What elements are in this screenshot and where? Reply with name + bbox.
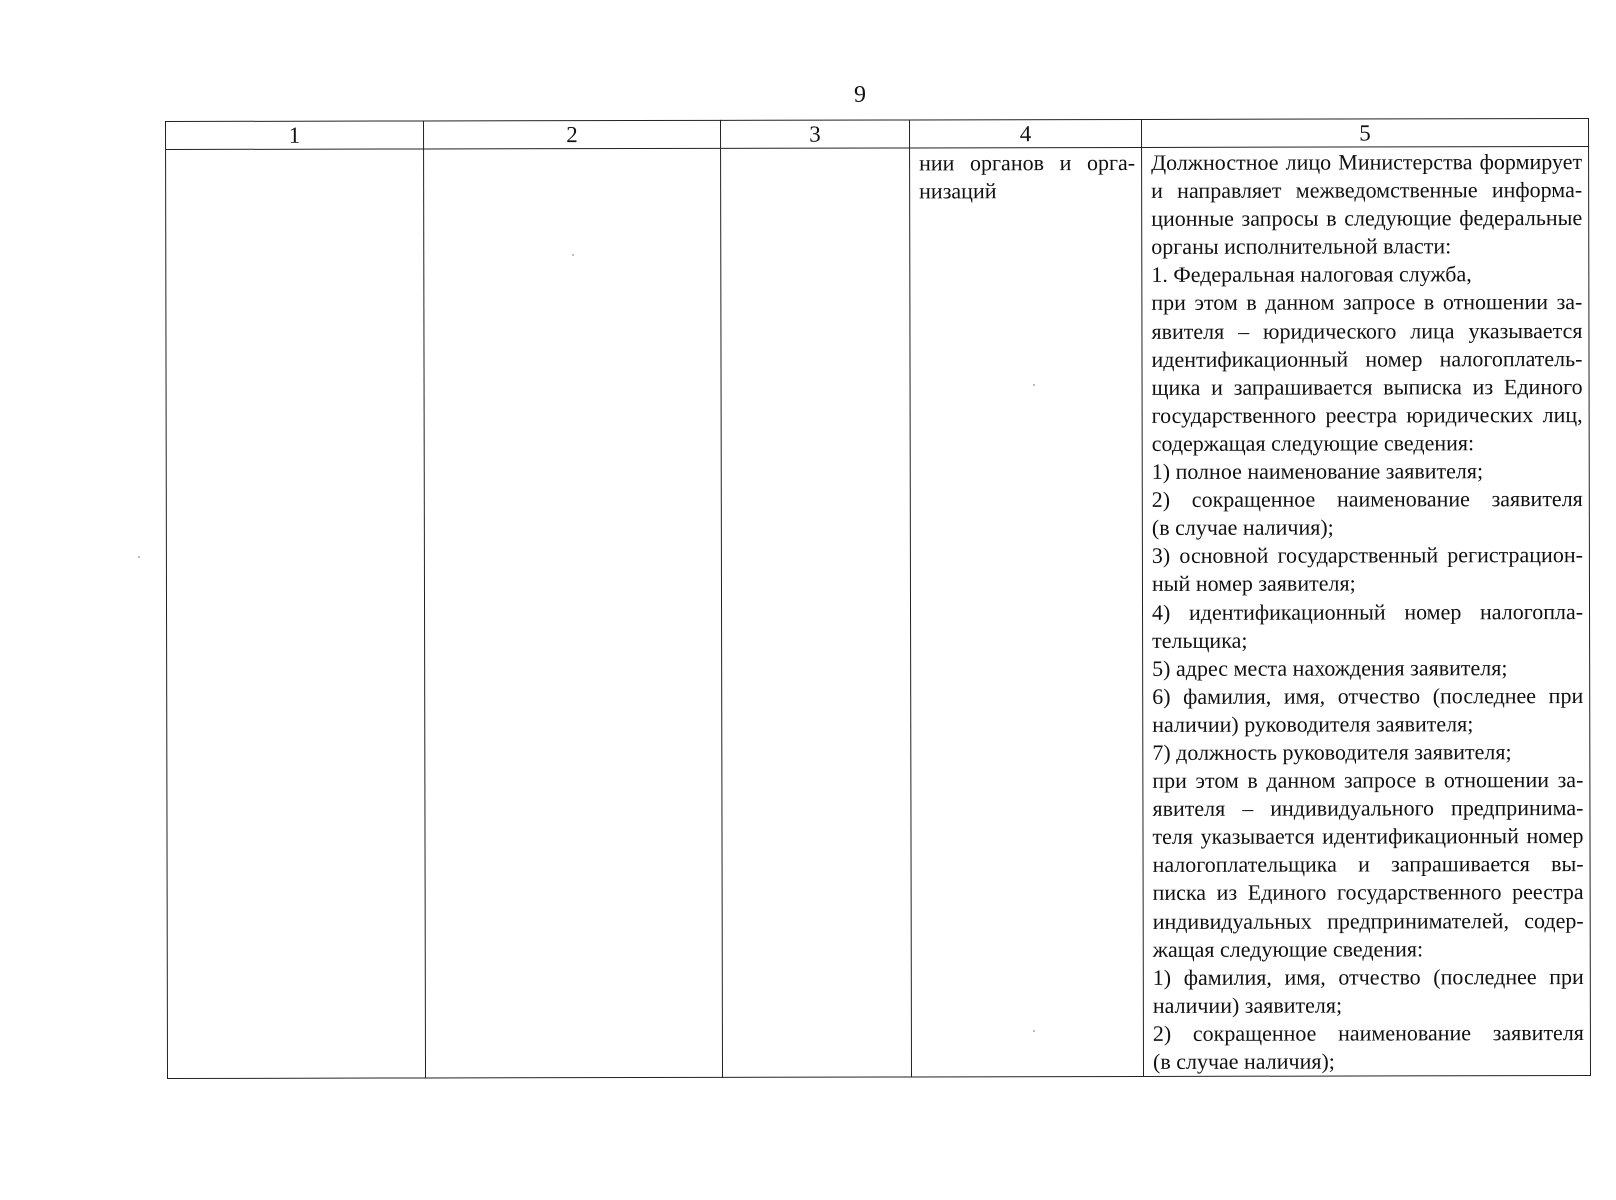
- column5-line: 6) фамилия, имя, отчество (последнее при: [1152, 682, 1584, 709]
- column5-line: при этом в данном запросе в отношении за-: [1151, 289, 1583, 316]
- cell-column-4: [910, 147, 1144, 1077]
- column5-line: органы исполнительной власти:: [1151, 233, 1452, 260]
- column5-line: щика и запрашивается выписка из Единого: [1151, 373, 1583, 400]
- column-header-5: 5: [1141, 119, 1588, 148]
- cell-column-1: [166, 149, 426, 1079]
- column5-line: 3) основной государственный регистрацион-: [1151, 542, 1583, 569]
- scan-speck: [1033, 1030, 1035, 1032]
- column5-line: (в случае наличия);: [1152, 1048, 1335, 1074]
- column4-text: [910, 148, 1141, 206]
- column-header-1: 1: [166, 121, 424, 150]
- column5-line: 2) сокращенное наименование заявителя: [1151, 486, 1583, 513]
- column5-line: Должностное лицо Министерства формирует: [1151, 149, 1583, 175]
- column5-line: ционные запросы в следующие федеральные: [1151, 205, 1583, 232]
- column5-line: теля указывается идентификационный номер: [1152, 823, 1584, 850]
- cell-column-5: [1142, 147, 1591, 1077]
- column5-line: 7) должность руководителя заявителя;: [1152, 739, 1512, 765]
- page-number: 9: [854, 82, 866, 108]
- column5-line: идентификационный номер налогоплатель-: [1151, 345, 1583, 372]
- scan-speck: [1033, 384, 1035, 386]
- table-row: [166, 147, 1591, 1079]
- document-table: [165, 118, 1591, 1079]
- column4-line: нии органов и орга-: [919, 149, 1136, 176]
- column5-line: 1. Федеральная налоговая служба,: [1151, 261, 1472, 288]
- column5-line: 1) фамилия, имя, отчество (последнее при: [1152, 963, 1584, 990]
- column5-line: ный номер заявителя;: [1151, 570, 1356, 597]
- cell-column-2: [424, 148, 723, 1078]
- column4-line: низаций: [919, 178, 997, 204]
- column5-line: писка из Единого государственного реестра: [1152, 879, 1584, 906]
- header-row: [166, 119, 1589, 150]
- scan-speck: [572, 254, 574, 256]
- column5-line: 4) идентификационный номер налогопла-: [1152, 598, 1584, 625]
- column5-line: государственного реестра юридических лиц,: [1151, 401, 1583, 428]
- column5-line: налогоплательщика и запрашивается вы-: [1152, 851, 1584, 878]
- column5-line: явителя – юридического лица указывается: [1151, 317, 1583, 344]
- column5-line: при этом в данном запросе в отношении за-: [1152, 767, 1584, 793]
- column5-line: (в случае наличия);: [1151, 514, 1334, 541]
- column5-line: тельщика;: [1152, 627, 1248, 653]
- cell-column-3: [721, 148, 912, 1077]
- column5-line: содержащая следующие сведения:: [1151, 430, 1475, 456]
- column5-line: 1) полное наименование заявителя;: [1151, 458, 1484, 484]
- column-header-3: 3: [720, 120, 909, 148]
- column5-line: явителя – индивидуального предпринима-: [1152, 795, 1584, 822]
- column5-line: наличии) руководителя заявителя;: [1152, 711, 1474, 737]
- column5-line: индивидуальных предпринимателей, содер-: [1152, 907, 1584, 934]
- column5-line: 2) сокращенное наименование заявителя: [1152, 1019, 1584, 1046]
- column5-line: жащая следующие сведения:: [1152, 935, 1424, 962]
- scan-speck: [138, 556, 140, 558]
- column5-line: 5) адрес места нахождения заявителя;: [1152, 654, 1508, 681]
- column5-line: и направляет межведомственные информа-: [1151, 177, 1583, 204]
- column-header-2: 2: [424, 120, 721, 149]
- column5-line: наличии) заявителя;: [1152, 992, 1343, 1018]
- column-header-4: 4: [909, 119, 1141, 147]
- column5-text: [1142, 147, 1590, 1076]
